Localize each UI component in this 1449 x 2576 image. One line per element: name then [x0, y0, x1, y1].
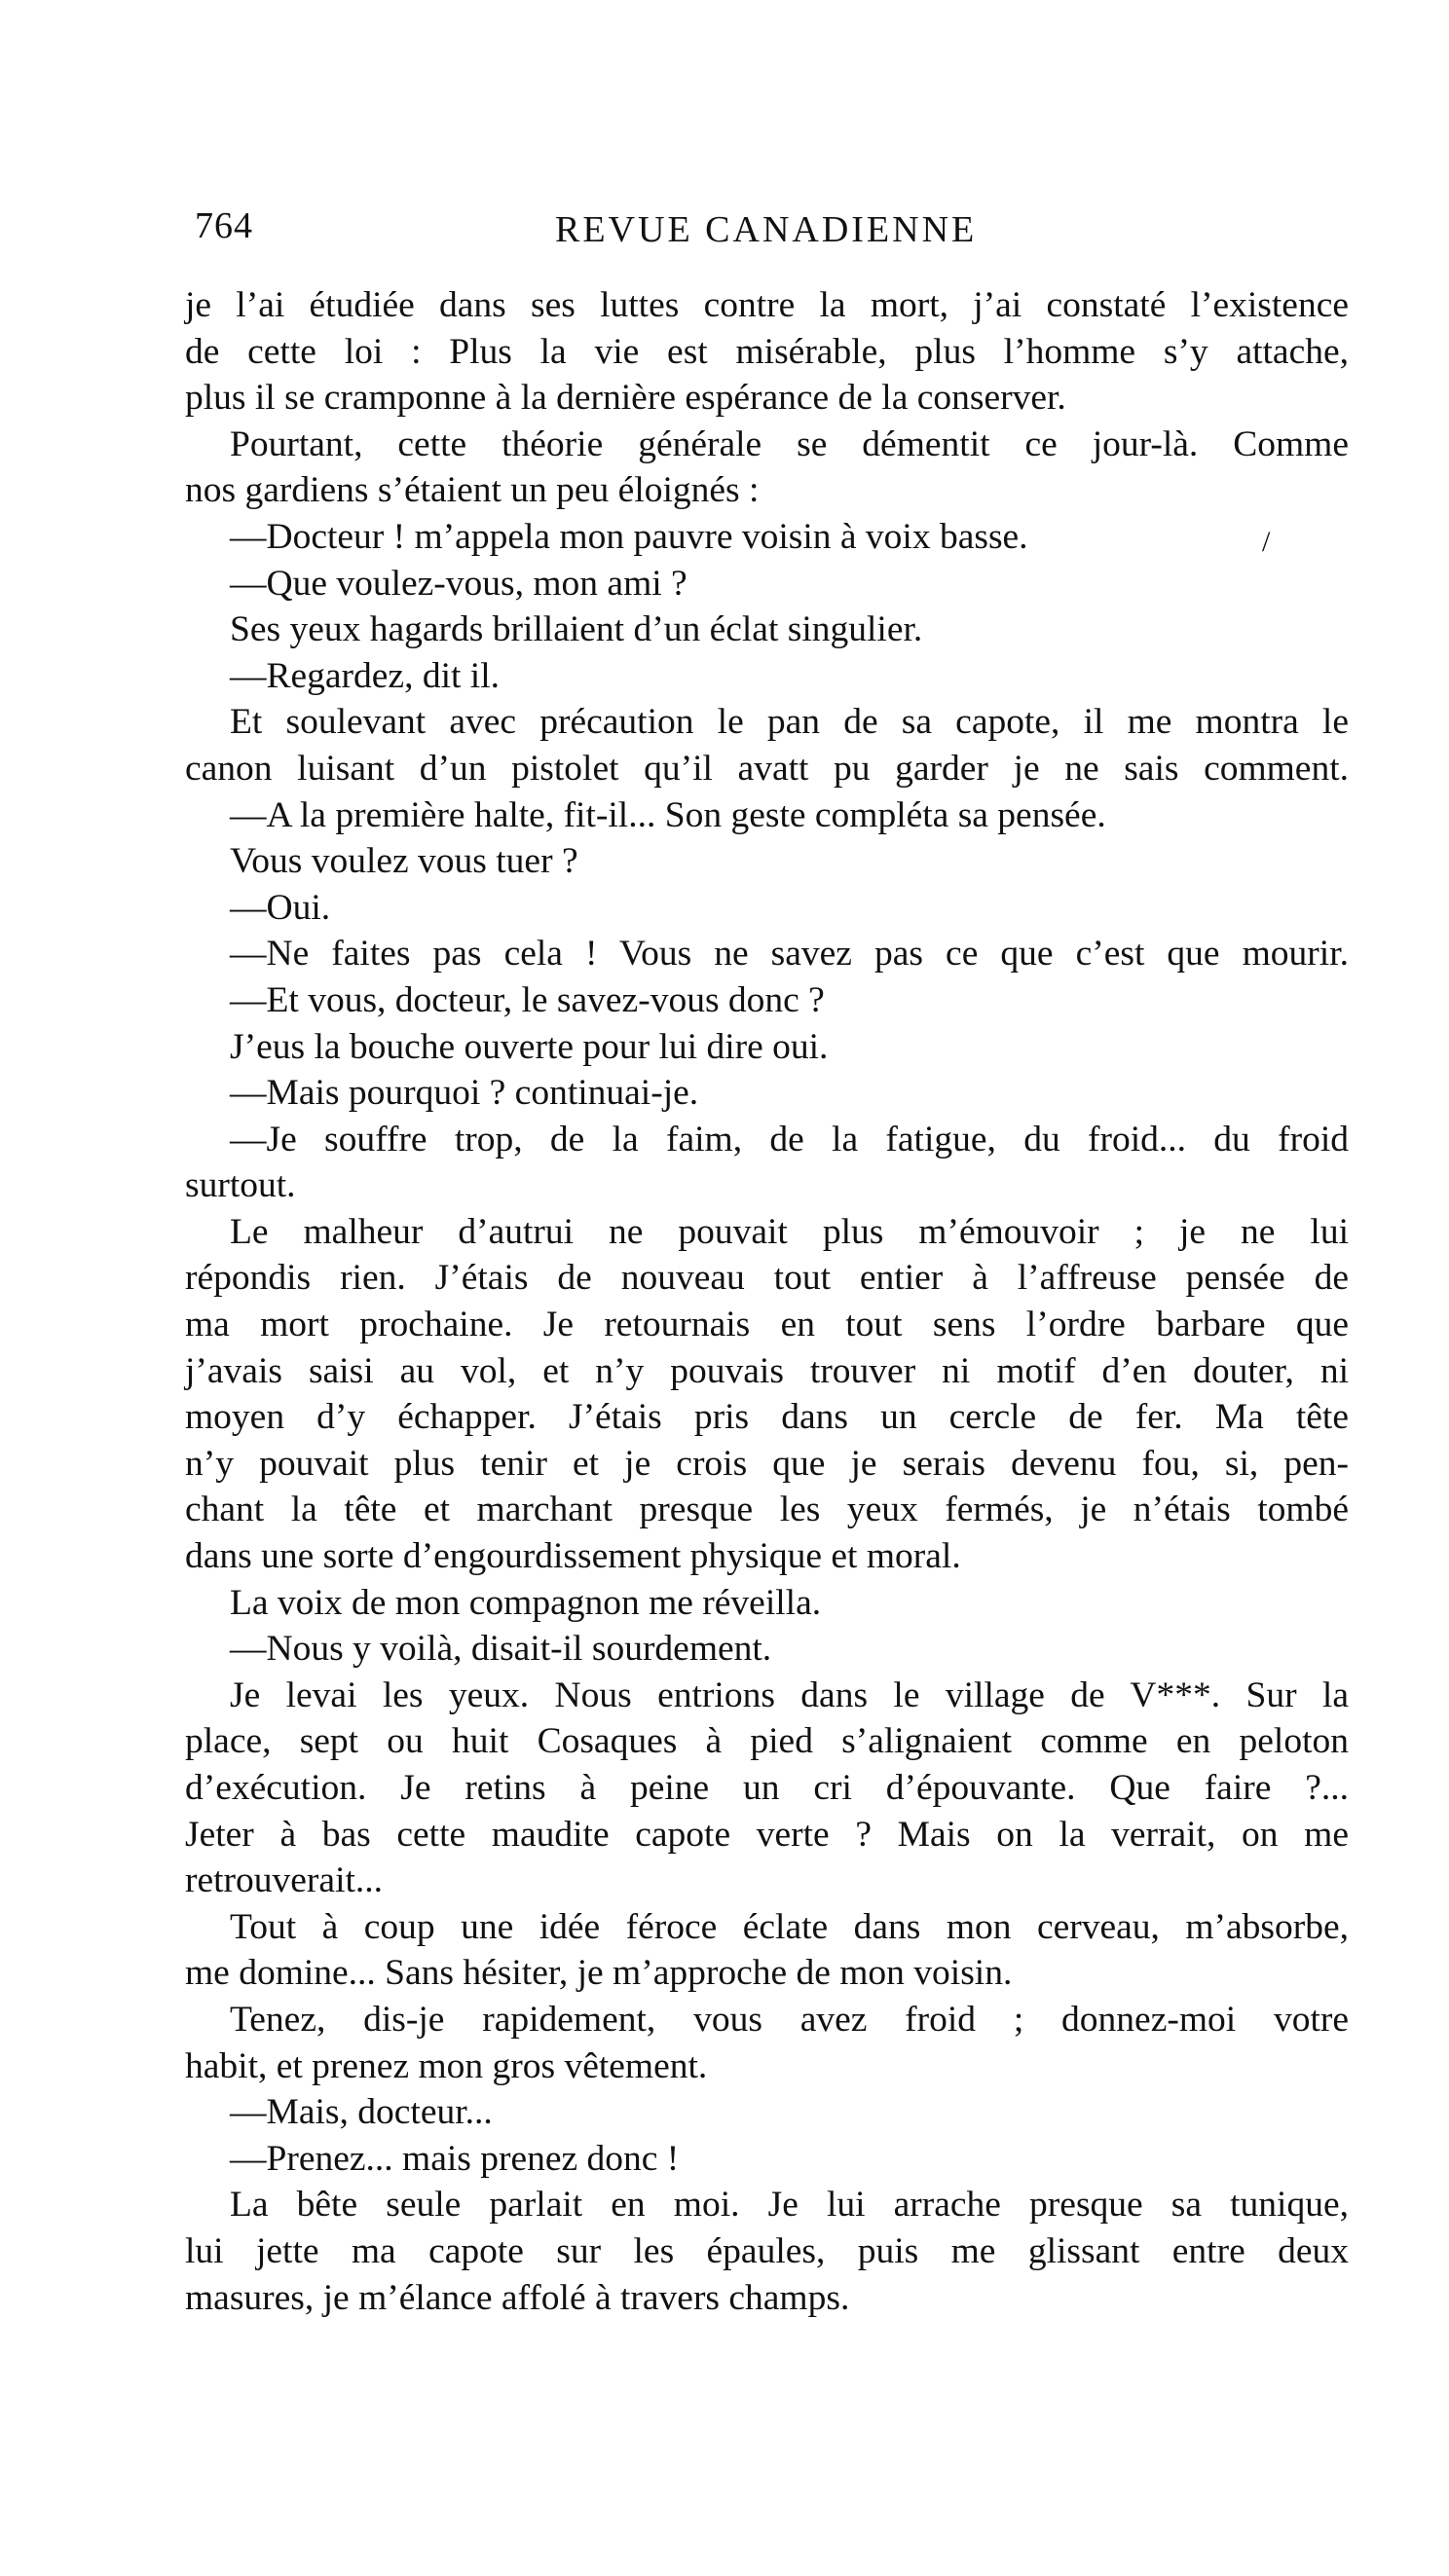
text-line: Tenez, dis-je rapidement, vous avez froid ; donnez-moi votre — [230, 1999, 1349, 2040]
text-line: —Oui. — [230, 887, 331, 928]
text-line: Le malheur d’autrui ne pouvait plus m’émouvoir ; je ne lui — [230, 1211, 1349, 1252]
text-line: ma mort prochaine. Je retournais en tout sens l’ordre barbare que — [185, 1305, 1349, 1345]
text-line: Ses yeux hagards brillaient d’un éclat singulier. — [230, 609, 923, 650]
text-line: masures, je m’élance affolé à travers champs. — [185, 2277, 850, 2318]
text-line: de cette loi : Plus la vie est misérable, plus l’homme s’y attache, — [185, 331, 1349, 372]
text-line: —Prenez... mais prenez donc ! — [230, 2138, 680, 2179]
text-line: place, sept ou huit Cosaques à pied s’alignaient comme en peloton — [185, 1721, 1349, 1762]
text-line: La bête seule parlait en moi. Je lui arrache presque sa tunique, — [230, 2185, 1349, 2226]
text-line: dans une sorte d’engourdissement physique et moral. — [185, 1536, 961, 1577]
page-number: 764 — [195, 205, 253, 246]
page-header — [195, 204, 1354, 263]
text-line: —Nous y voilà, disait-il sourdement. — [230, 1629, 772, 1670]
text-line: répondis rien. J’étais de nouveau tout entier à l’affreuse pensée de — [185, 1258, 1349, 1299]
text-line: —Ne faites pas cela ! Vous ne savez pas ce que c’est que mourir. — [230, 934, 1349, 975]
text-line: Vous voulez vous tuer ? — [230, 841, 578, 882]
text-line: —A la première halte, fit-il... Son geste compléta sa pensée. — [230, 794, 1106, 835]
text-line: —Je souffre trop, de la faim, de la fatigue, du froid... du froid — [230, 1119, 1349, 1159]
text-line: Jeter à bas cette maudite capote verte ? Mais on la verrait, on me — [185, 1814, 1349, 1855]
text-line: d’exécution. Je retins à peine un cri d’épouvante. Que faire ?... — [185, 1768, 1349, 1808]
text-line: n’y pouvait plus tenir et je crois que je serais devenu fou, si, pen- — [185, 1443, 1349, 1484]
running-title: REVUE CANADIENNE — [555, 209, 978, 250]
text-line: Pourtant, cette théorie générale se démentit ce jour-là. Comme — [230, 423, 1349, 464]
text-line: J’eus la bouche ouverte pour lui dire oui. — [230, 1026, 829, 1067]
text-line: Je levai les yeux. Nous entrions dans le village de V***. Sur la — [230, 1674, 1349, 1715]
body-text — [185, 282, 1349, 2321]
text-line: me domine... Sans hésiter, je m’approche de mon voisin. — [185, 1953, 1013, 1994]
text-line: plus il se cramponne à la dernière espérance de la conserver. — [185, 378, 1066, 419]
stray-print-mark: / — [1262, 526, 1271, 558]
text-line: —Regardez, dit il. — [230, 655, 501, 696]
text-line: —Mais pourquoi ? continuai-je. — [230, 1073, 699, 1114]
text-line: La voix de mon compagnon me réveilla. — [230, 1582, 822, 1623]
text-line: chant la tête et marchant presque les yeux fermés, je n’étais tombé — [185, 1490, 1349, 1530]
text-line: —Docteur ! m’appela mon pauvre voisin à voix basse. — [230, 516, 1028, 557]
text-line: habit, et prenez mon gros vêtement. — [185, 2045, 708, 2086]
text-line: surtout. — [185, 1165, 296, 1206]
text-line: retrouverait... — [185, 1860, 384, 1901]
text-line: nos gardiens s’étaient un peu éloignés : — [185, 470, 760, 511]
text-line: Et soulevant avec précaution le pan de sa capote, il me montra le — [230, 702, 1349, 743]
text-line: lui jette ma capote sur les épaules, puis me glissant entre deux — [185, 2230, 1349, 2271]
text-line: —Et vous, docteur, le savez-vous donc ? — [230, 979, 825, 1020]
text-line: je l’ai étudiée dans ses luttes contre la mort, j’ai constaté l’existence — [185, 285, 1349, 325]
text-line: j’avais saisi au vol, et n’y pouvais trouver ni motif d’en douter, ni — [185, 1350, 1349, 1391]
text-line: —Que voulez-vous, mon ami ? — [230, 563, 687, 604]
text-line: Tout à coup une idée féroce éclate dans mon cerveau, m’absorbe, — [230, 1906, 1349, 1947]
text-line: —Mais, docteur... — [230, 2092, 493, 2133]
text-line: moyen d’y échapper. J’étais pris dans un cercle de fer. Ma tête — [185, 1397, 1349, 1438]
text-line: canon luisant d’un pistolet qu’il avatt pu garder je ne sais comment. — [185, 748, 1349, 789]
